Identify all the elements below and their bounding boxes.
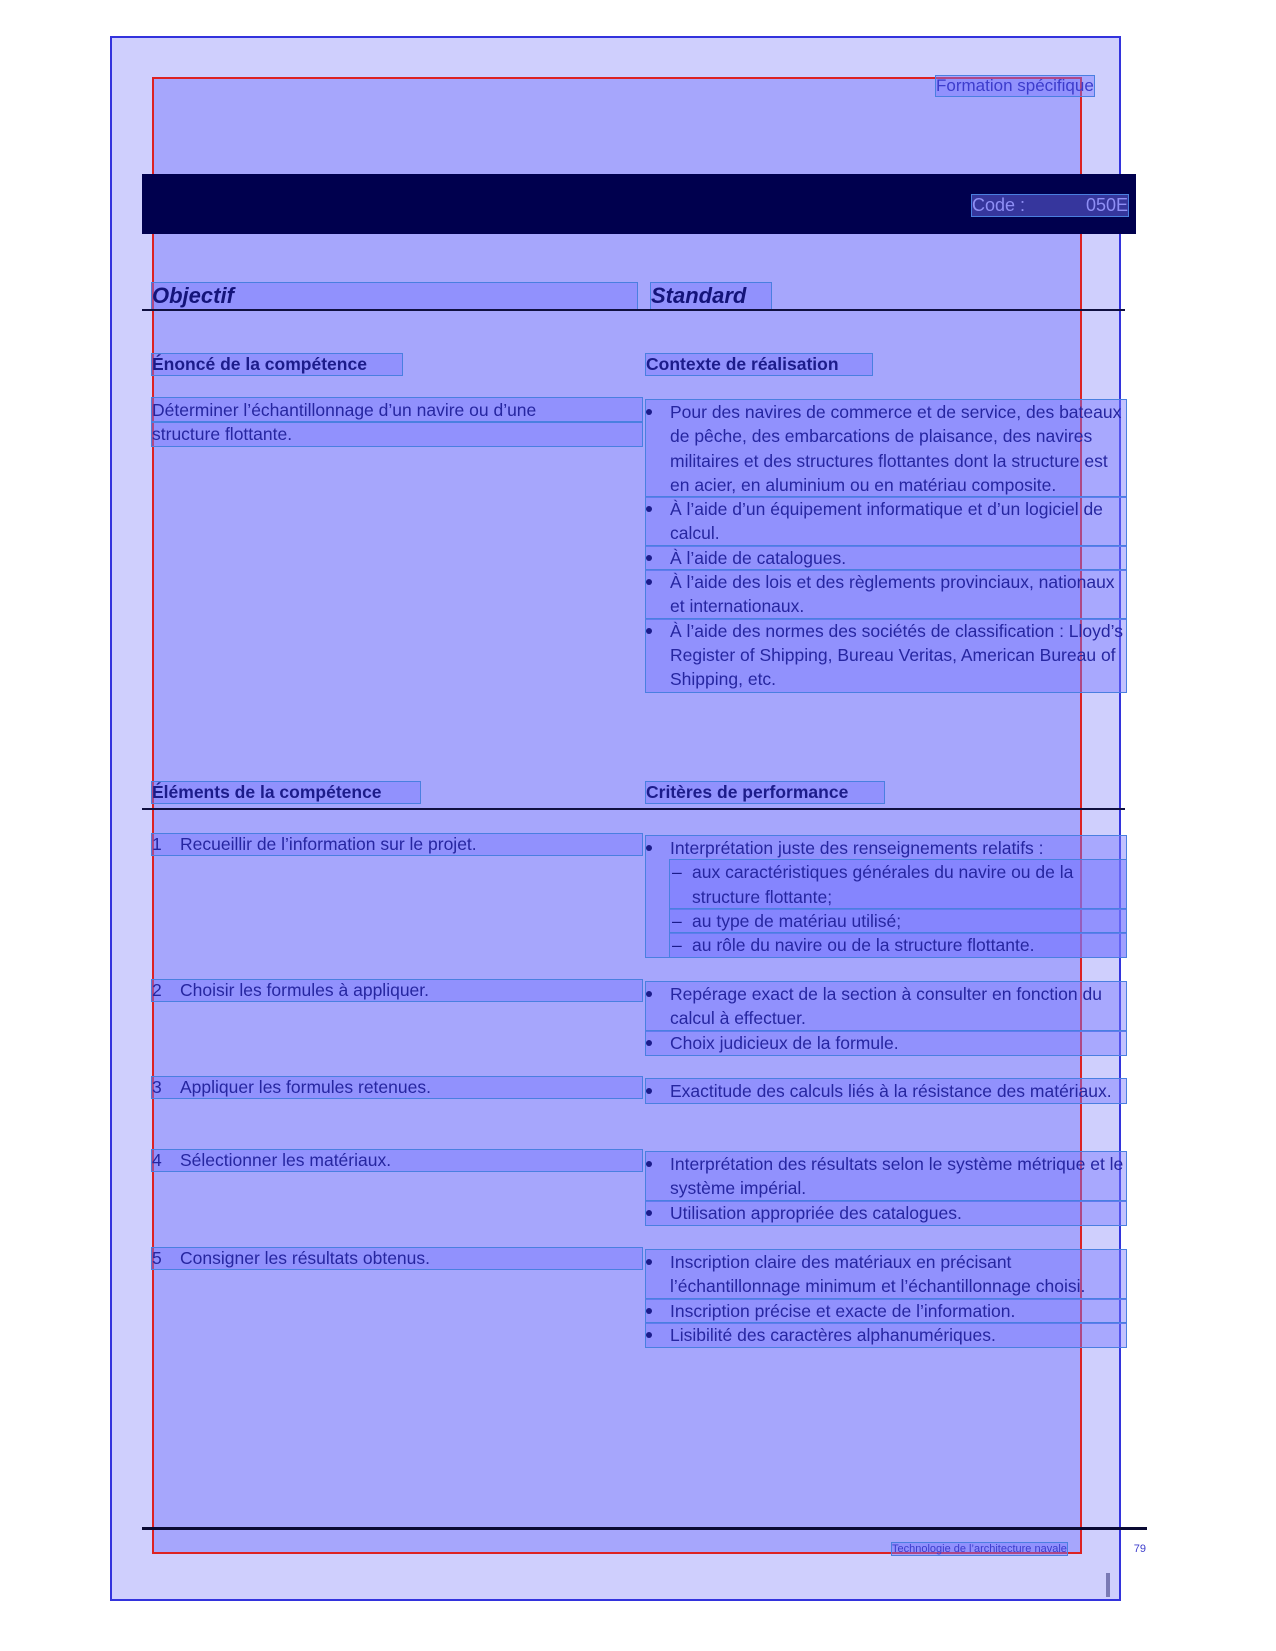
element-3 bbox=[152, 1077, 642, 1098]
statement-line-2: structure flottante. bbox=[152, 422, 642, 446]
element-number: 5 bbox=[152, 1248, 162, 1268]
context-item: À l’aide des normes des sociétés de classification : Lloyd’s Register of Shipping, Bureau Veritas, American Bureau of Shipping, etc. bbox=[646, 619, 1126, 692]
heading-rule bbox=[142, 309, 1125, 311]
statement-line-1: Déterminer l’échantillonnage d’un navire ou d’une bbox=[152, 398, 642, 422]
context-item: À l’aide d’un équipement informatique et d’un logiciel de calcul. bbox=[646, 497, 1126, 546]
element-number: 1 bbox=[152, 834, 162, 854]
code-value: 050E bbox=[1085, 195, 1128, 215]
criterion: Inscription claire des matériaux en précisant l’échantillonnage minimum et l’échantillonnage choisi. bbox=[646, 1250, 1126, 1299]
criteres-title: Critères de performance bbox=[646, 782, 884, 803]
enonce-title: Énoncé de la compétence bbox=[152, 354, 402, 375]
element-2 bbox=[152, 980, 642, 1001]
sub-criterion: – au type de matériau utilisé; bbox=[670, 909, 1126, 933]
element-4 bbox=[152, 1150, 642, 1171]
criteria-list-5 bbox=[646, 1250, 1126, 1347]
sub-criterion: – aux caractéristiques générales du navire ou de la structure flottante; bbox=[670, 860, 1126, 909]
footer-rule bbox=[142, 1527, 1147, 1530]
section-rule bbox=[142, 808, 1125, 810]
context-item: Pour des navires de commerce et de service, des bateaux de pêche, des embarcations de plaisance, des navires militaires et des structures flottantes dont la structure est en acier, en aluminium ou en matériau composite. bbox=[646, 400, 1126, 497]
criterion: Inscription précise et exacte de l’information. bbox=[646, 1299, 1126, 1323]
criteria-list-3 bbox=[646, 1079, 1126, 1103]
element-number: 3 bbox=[152, 1077, 162, 1097]
element-number: 2 bbox=[152, 980, 162, 1000]
code-field bbox=[972, 195, 1128, 216]
criteria-list-1 bbox=[646, 836, 1126, 957]
context-list bbox=[646, 400, 1126, 692]
standard-heading: Standard bbox=[651, 283, 771, 309]
margin-mark bbox=[1106, 1573, 1110, 1597]
contexte-title: Contexte de réalisation bbox=[646, 354, 872, 375]
element-text: Sélectionner les matériaux. bbox=[180, 1150, 392, 1170]
context-item: À l’aide des lois et des règlements provinciaux, nationaux et internationaux. bbox=[646, 570, 1126, 619]
element-text: Choisir les formules à appliquer. bbox=[180, 980, 430, 1000]
formation-label: Formation spécifique bbox=[936, 76, 1094, 95]
criterion: Lisibilité des caractères alphanumériques. bbox=[646, 1323, 1126, 1347]
element-text: Consigner les résultats obtenus. bbox=[180, 1248, 430, 1268]
criteria-list-4 bbox=[646, 1152, 1126, 1225]
element-5 bbox=[152, 1248, 642, 1269]
criteria-list-2 bbox=[646, 982, 1126, 1055]
element-text: Recueillir de l’information sur le projet. bbox=[180, 834, 477, 854]
objectif-heading: Objectif bbox=[152, 283, 637, 309]
criterion: Utilisation appropriée des catalogues. bbox=[646, 1201, 1126, 1225]
sub-criteria-list bbox=[670, 860, 1126, 957]
criterion: Choix judicieux de la formule. bbox=[646, 1031, 1126, 1055]
criterion: Interprétation juste des renseignements relatifs : – aux caractéristiques générales du navire ou de la structure flottante; – au type de matériau utilisé; – au rôle du navire ou de la structure flottante. bbox=[646, 836, 1126, 957]
page-number: 79 bbox=[1133, 1543, 1146, 1555]
criterion: Repérage exact de la section à consulter en fonction du calcul à effectuer. bbox=[646, 982, 1126, 1031]
page-footer bbox=[892, 1543, 1146, 1555]
elements-title: Éléments de la compétence bbox=[152, 782, 420, 803]
code-label: Code : bbox=[972, 195, 1026, 215]
element-1 bbox=[152, 834, 642, 855]
competence-statement bbox=[152, 398, 642, 446]
sub-criterion: – au rôle du navire ou de la structure flottante. bbox=[670, 933, 1126, 957]
criterion: Exactitude des calculs liés à la résistance des matériaux. bbox=[646, 1079, 1126, 1103]
element-text: Appliquer les formules retenues. bbox=[180, 1077, 431, 1097]
footer-program: Technologie de l’architecture navale bbox=[892, 1543, 1067, 1555]
context-item: À l’aide de catalogues. bbox=[646, 546, 1126, 570]
element-number: 4 bbox=[152, 1150, 162, 1170]
criterion: Interprétation des résultats selon le système métrique et le système impérial. bbox=[646, 1152, 1126, 1201]
